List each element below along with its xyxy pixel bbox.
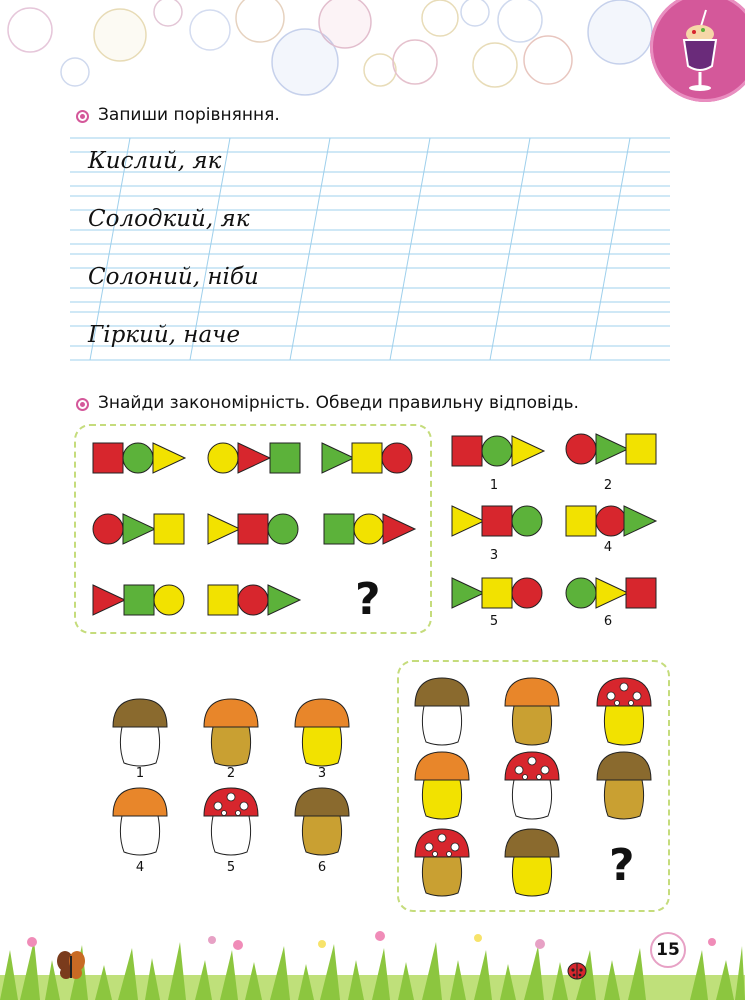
pattern-question-mark: ? [355, 574, 381, 625]
task1-instruction: Запиши порівняння. [98, 105, 280, 125]
shape-option-number: 3 [489, 548, 499, 563]
mushroom-option-number: 5 [226, 860, 236, 875]
grass-decoration [0, 920, 745, 1000]
shape-option-number: 5 [489, 614, 499, 629]
butterfly-icon [56, 950, 86, 980]
mushroom-cell-2-1 [415, 752, 469, 819]
mushroom-option-number: 1 [135, 766, 145, 781]
mushroom-question-mark: ? [609, 840, 635, 891]
mushroom-option-number: 6 [317, 860, 327, 875]
shape-option-number: 6 [603, 614, 613, 629]
page-number: 15 [650, 932, 686, 968]
mushroom-cell-1-3 [597, 678, 651, 745]
mushroom-cell-2-3 [597, 752, 651, 819]
mushroom-option-number: 2 [226, 766, 236, 781]
comparison-line-1: Кислий, як [88, 148, 222, 174]
mushroom-option-number: 4 [135, 860, 145, 875]
mushroom-option-2 [204, 699, 258, 766]
shape-option-number: 2 [603, 478, 613, 493]
mushroom-option-5 [204, 788, 258, 855]
mushroom-cell-3-2 [505, 829, 559, 896]
mushroom-option-number: 3 [317, 766, 327, 781]
mushroom-option-6 [295, 788, 349, 855]
mushroom-cell-3-1 [415, 829, 469, 896]
ladybug-icon [566, 960, 588, 980]
shape-option-number: 4 [603, 540, 613, 555]
task2-instruction: Знайди закономірність. Обведи правильну відповідь. [98, 393, 579, 413]
mushroom-cell-1-1 [415, 678, 469, 745]
comparison-line-3: Солоний, ніби [88, 264, 259, 290]
shape-option-number: 1 [489, 478, 499, 493]
mushroom-option-3 [295, 699, 349, 766]
mushroom-cell-1-2 [505, 678, 559, 745]
mushroom-option-1 [113, 699, 167, 766]
comparison-line-4: Гіркий, наче [88, 322, 241, 348]
comparison-line-2: Солодкий, як [88, 206, 250, 232]
mushroom-cell-2-2 [505, 752, 559, 819]
mushroom-option-4 [113, 788, 167, 855]
